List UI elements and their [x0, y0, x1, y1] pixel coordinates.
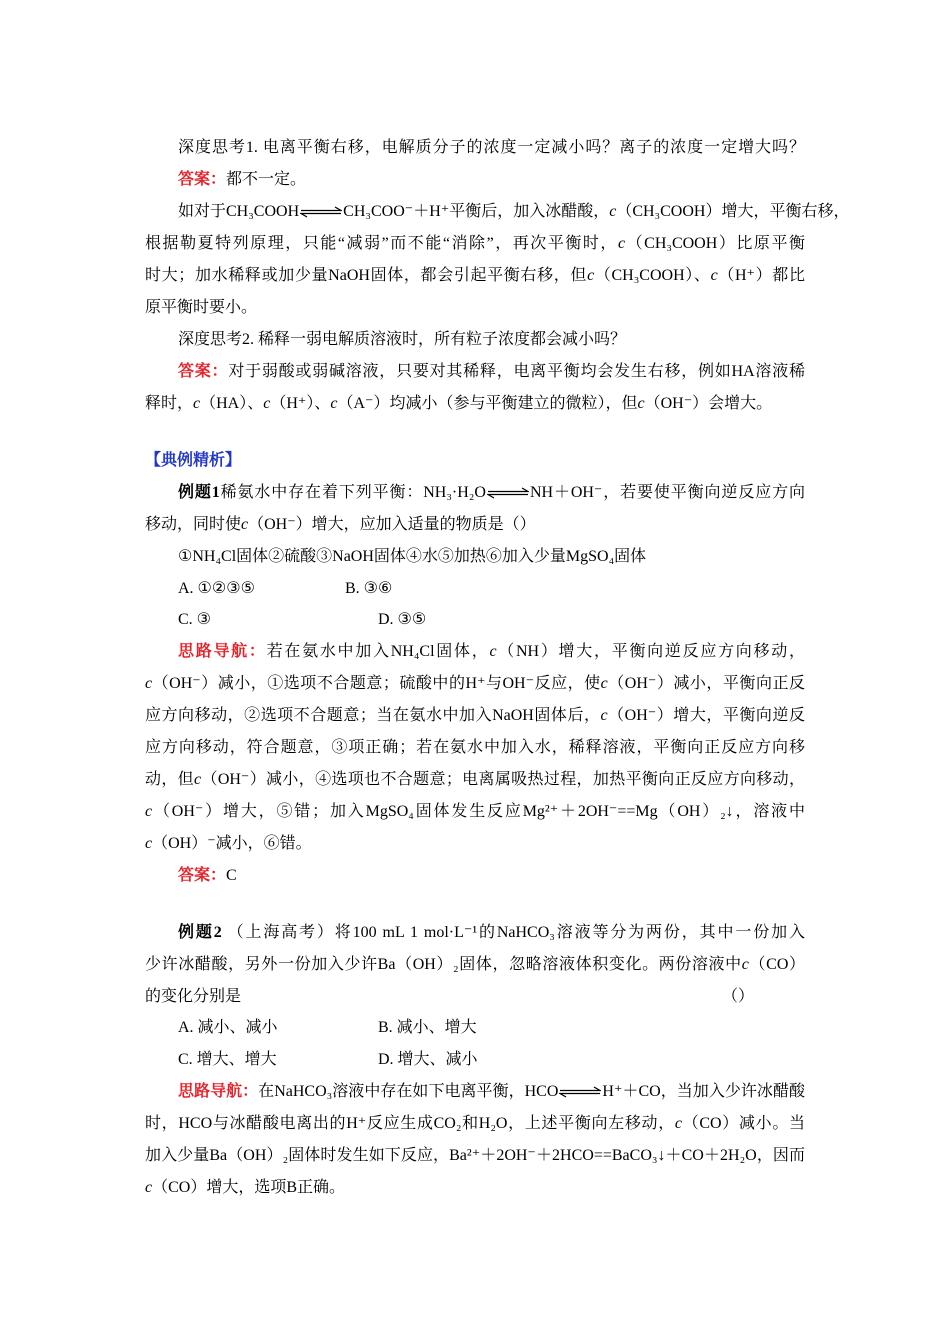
variable-c: c: [489, 643, 497, 660]
text-run: 应方向移动，符合题意，③项正确；若在氨水中加入水，稀释溶液，平衡向正反应方向移: [145, 739, 805, 756]
variable-c: c: [330, 395, 338, 412]
text-run: （OH⁻）减小，①选项不合题意；硫酸中的H⁺与OH⁻反应，使: [152, 675, 601, 692]
option-b: B. ③⑥: [345, 580, 393, 597]
variable-c: c: [741, 956, 749, 973]
text-run: （OH）⁻减小，⑥错。: [152, 835, 312, 852]
example1-answer-line: [178, 860, 805, 892]
text-run: 根据勒夏特列原理，只能“减弱”而不能“消除”，再次平衡时，: [145, 235, 618, 252]
text-run: （A⁻）均减小（参与平衡建立的微粒），但: [337, 395, 638, 412]
example1-analysis-line: [145, 828, 805, 860]
text-run: （CH₃COOH）比原平衡: [625, 235, 805, 252]
text-run: 若在氨水中加入NH₄Cl固体，: [266, 643, 490, 660]
variable-c: c: [145, 1179, 153, 1196]
text-run: （NH）增大，平衡向逆反应方向移动，: [496, 643, 805, 660]
section-title-line: [145, 445, 805, 477]
variable-c: c: [241, 516, 249, 533]
text-run: 时大；加水稀释或加少量NaOH固体，都会引起平衡右移，但: [145, 267, 588, 284]
think1-explain-line: [145, 292, 805, 324]
option-c: C. ③: [178, 611, 212, 628]
text-run: 应方向移动，②选项不合题意；当在氨水中加入NaOH固体后，: [145, 707, 601, 724]
think1-explain-line: [145, 260, 805, 292]
example1-options-row: [178, 604, 805, 636]
example2-options-row: [178, 1012, 805, 1044]
example1-analysis-line: [145, 700, 805, 732]
example1-analysis-line: [145, 732, 805, 764]
text-run: 对于弱酸或弱碱溶液，只要对其稀释，电离平衡均会发生右移，例如HA溶液稀: [228, 363, 805, 380]
answer-label: 答案：: [178, 867, 227, 884]
text-run: 少许冰醋酸，另外一份加入少许Ba（OH）₂固体，忽略溶液体积变化。两份溶液中: [145, 956, 742, 973]
example2-stem-line: [145, 981, 805, 1013]
text-run: （OH⁻）会增大。: [644, 395, 773, 412]
text-run: 原平衡时要小。: [145, 299, 258, 316]
example2-analysis-line: [145, 1172, 805, 1204]
text-run: （OH⁻）增大，平衡向逆反: [607, 707, 805, 724]
think1-answer-line: [178, 164, 805, 196]
text-run: （HA）、: [200, 395, 264, 412]
example2-analysis-line: [145, 1108, 805, 1140]
option-c: C. 增大、增大: [178, 1051, 277, 1068]
think1-explain-line: [178, 196, 850, 228]
text-run: 的变化分别是: [145, 988, 242, 1005]
example1-options-row: [178, 573, 805, 605]
text-run: H⁺＋CO，当加入少许冰醋酸: [602, 1083, 805, 1100]
think1-question-line: [178, 132, 805, 164]
example2-analysis-line: [145, 1140, 805, 1172]
text-run: （CH₃COOH）增大，平衡右移，: [616, 203, 850, 220]
text-run: 稀氨水中存在着下列平衡：NH₃·H₂O: [219, 484, 486, 501]
text-run: （H⁺）都比: [717, 267, 805, 284]
think1-explain-line: [145, 228, 805, 260]
analysis-label: 思路导航：: [178, 1083, 259, 1100]
example1-analysis-line: [145, 796, 805, 828]
variable-c: c: [145, 675, 153, 692]
example1-items-line: [178, 541, 805, 573]
text-run: （OH⁻）减小，平衡向正反: [607, 675, 805, 692]
option-a: A. ①②③⑤: [178, 580, 255, 597]
text-run: 时，HCO与冰醋酸电离出的H⁺反应生成CO₂和H₂O，上述平衡向左移动，: [145, 1115, 675, 1132]
example1-stem-line: [145, 509, 805, 541]
example-label: 例题2: [178, 924, 222, 941]
text-run: 移动，同时使: [145, 516, 242, 533]
option-d: D. ③⑤: [378, 611, 427, 628]
think2-answer-line: [178, 356, 805, 388]
example1-items: ①NH₄Cl固体②硫酸③NaOH固体④水⑤加热⑥加入少量MgSO₄固体: [178, 548, 647, 565]
example2-stem-line: [178, 917, 805, 949]
text-run: （上海高考）将100 mL 1 mol·L⁻¹的NaHCO₃溶液等分为两份，其中一份加入: [221, 924, 805, 941]
think2-question-line: [178, 324, 805, 356]
text-run: （CO）: [748, 956, 805, 973]
example2-options-row: [178, 1044, 805, 1076]
example2-analysis-line: [178, 1076, 805, 1108]
equilibrium-arrow-icon: [300, 206, 342, 218]
text-run: NH＋OH⁻，若要使平衡向逆反应方向: [529, 484, 805, 501]
text-run: （OH⁻）增大，⑤错；加入MgSO₄固体发生反应Mg²⁺＋2OH⁻==Mg（OH）₂↓，溶液中: [152, 803, 805, 820]
variable-c: c: [587, 267, 595, 284]
text-run: （CO）增大，选项B正确。: [152, 1179, 346, 1196]
example1-analysis-line: [145, 764, 805, 796]
answer-text: 都不一定。: [226, 171, 307, 188]
text-run: （CH₃COOH）、: [594, 267, 711, 284]
variable-c: c: [674, 1115, 683, 1132]
example1-stem-line: [178, 477, 805, 509]
example1-analysis-line: [145, 668, 805, 700]
example1-analysis-line: [178, 636, 805, 668]
variable-c: c: [609, 203, 617, 220]
answer-label: 答案：: [178, 171, 227, 188]
option-a: A. 减小、减小: [178, 1019, 278, 1036]
variable-c: c: [617, 235, 626, 252]
option-b: B. 减小、增大: [378, 1019, 477, 1036]
variable-c: c: [193, 395, 201, 412]
text-run: （OH⁻）减小，④选项也不合题意；电离属吸热过程，加热平衡向正反应方向移动，: [201, 771, 805, 788]
answer-label: 答案：: [178, 363, 229, 380]
example2-stem-line: [145, 949, 805, 981]
text-run: CH₃COO⁻＋H⁺平衡后，加入冰醋酸，: [343, 203, 610, 220]
text-run: （OH⁻）增大，应加入适量的物质是（）: [248, 516, 536, 533]
think1-question: 深度思考1. 电离平衡右移，电解质分子的浓度一定减小吗？离子的浓度一定增大吗？: [178, 139, 805, 156]
text-run: 加入少量Ba（OH）₂固体时发生如下反应，Ba²⁺＋2OH⁻＋2HCO==BaCO₃↓＋CO＋2H₂O，因而: [145, 1147, 805, 1164]
think2-answer-line: [145, 388, 805, 420]
text-run: （H⁺）、: [270, 395, 331, 412]
variable-c: c: [145, 835, 153, 852]
answer-blank: （）: [722, 988, 755, 1005]
equilibrium-arrow-icon: [559, 1086, 601, 1098]
variable-c: c: [145, 803, 153, 820]
text-run: （CO）减小。当: [682, 1115, 805, 1132]
section-title: 【典例精析】: [145, 452, 242, 469]
variable-c: c: [194, 771, 202, 788]
text-run: 动，但: [145, 771, 195, 788]
variable-c: c: [600, 707, 608, 724]
text-run: 如对于CH₃COOH: [178, 203, 300, 220]
answer-text: C: [226, 867, 237, 884]
text-run: 释时，: [145, 395, 194, 412]
equilibrium-arrow-icon: [487, 487, 529, 499]
variable-c: c: [263, 395, 271, 412]
example-label: 例题1: [178, 484, 220, 501]
variable-c: c: [637, 395, 645, 412]
variable-c: c: [600, 675, 608, 692]
variable-c: c: [710, 267, 718, 284]
option-d: D. 增大、减小: [378, 1051, 478, 1068]
think2-question: 深度思考2. 稀释一弱电解质溶液时，所有粒子浓度都会减小吗？: [178, 331, 627, 348]
text-run: 在NaHCO₃溶液中存在如下电离平衡，HCO: [258, 1083, 559, 1100]
analysis-label: 思路导航：: [178, 643, 267, 660]
